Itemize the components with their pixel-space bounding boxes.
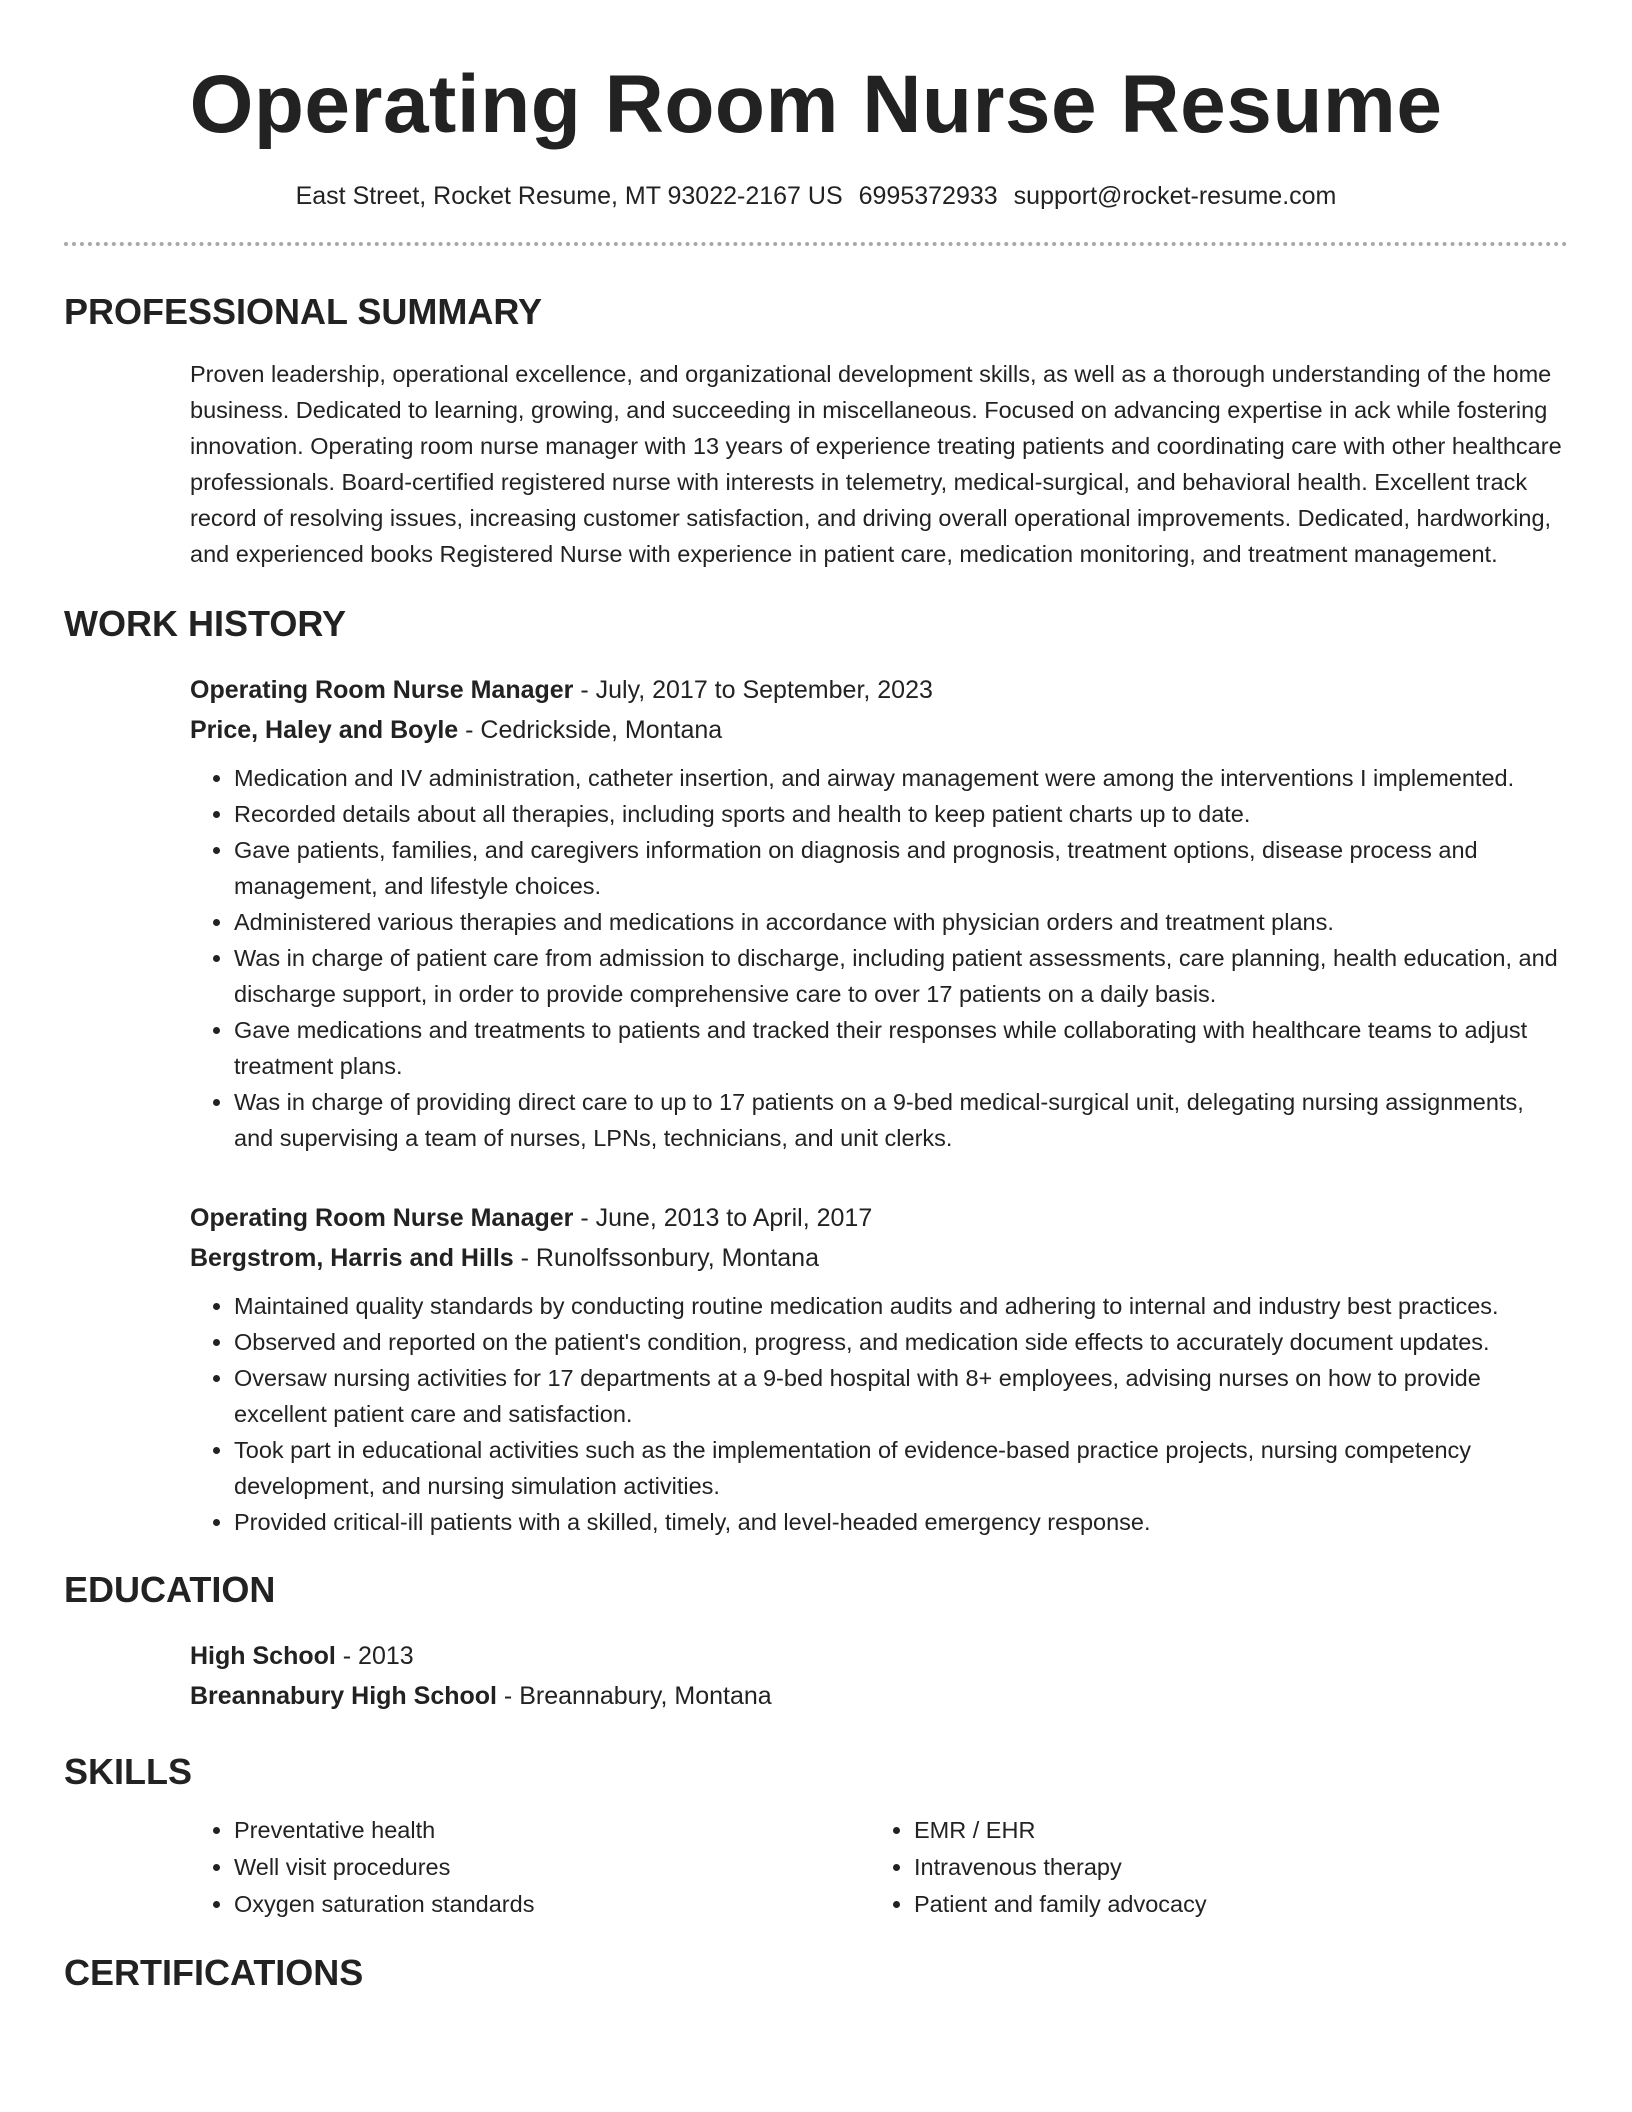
job-title: Operating Room Nurse Manager <box>190 676 574 704</box>
job-title: Operating Room Nurse Manager <box>190 1204 574 1232</box>
education-degree-line <box>190 1636 1568 1676</box>
resume-page <box>64 0 1568 1995</box>
education-entry <box>190 1636 1568 1716</box>
job-bullet: • Maintained quality standards by conducting routine medication audits and adhering to internal and industry best practices. <box>234 1288 1568 1324</box>
skill-item: • Patient and family advocacy <box>914 1886 1550 1923</box>
skill-item: • Oxygen saturation standards <box>234 1886 870 1923</box>
skills-column-left <box>190 1812 870 1923</box>
job-dates: - July, 2017 to September, 2023 <box>573 676 933 704</box>
education-location: - Breannabury, Montana <box>496 1682 772 1710</box>
skill-item: • Preventative health <box>234 1812 870 1849</box>
job-location: - Runolfssonbury, Montana <box>513 1244 819 1272</box>
job-entry-1 <box>190 670 1568 1156</box>
job-bullet: • Administered various therapies and medications in accordance with physician orders and treatment plans. <box>234 904 1568 940</box>
job-company: Bergstrom, Harris and Hills <box>190 1244 514 1272</box>
page-title: Operating Room Nurse Resume <box>189 59 1443 150</box>
job-bullet: • Recorded details about all therapies, including sports and health to keep patient charts up to date. <box>234 796 1568 832</box>
job-bullets <box>190 1288 1568 1540</box>
job-bullet: • Gave medications and treatments to patients and tracked their responses while collaborating with healthcare teams to adjust treatment plans. <box>234 1012 1568 1084</box>
job-company-line <box>190 1238 1568 1278</box>
skill-item: • Intravenous therapy <box>914 1849 1550 1886</box>
job-bullet: • Oversaw nursing activities for 17 departments at a 9-bed hospital with 8+ employees, advising nurses on how to provide excellent patient care and satisfaction. <box>234 1360 1568 1432</box>
education-year: - 2013 <box>335 1642 414 1670</box>
summary-heading: PROFESSIONAL SUMMARY <box>64 291 543 332</box>
job-title-line <box>190 1198 1568 1238</box>
skills-grid <box>190 1812 1568 1923</box>
job-bullet: • Was in charge of providing direct care to up to 17 patients on a 9-bed medical-surgical unit, delegating nursing assignments, and supervising a team of nurses, LPNs, technicians, and unit clerks. <box>234 1084 1568 1156</box>
job-bullets <box>190 760 1568 1156</box>
job-entry-2 <box>190 1198 1568 1540</box>
education-school: Breannabury High School <box>190 1682 497 1710</box>
skills-heading: SKILLS <box>64 1751 193 1792</box>
job-location: - Cedrickside, Montana <box>458 716 723 744</box>
contact-email: support@rocket-resume.com <box>1013 182 1337 210</box>
header-divider <box>64 242 1568 246</box>
contact-line <box>64 180 1568 212</box>
skills-column-right <box>870 1812 1550 1923</box>
job-bullet: • Medication and IV administration, catheter insertion, and airway management were among the interventions I implemented. <box>234 760 1568 796</box>
job-company-line <box>190 710 1568 750</box>
job-bullet: • Observed and reported on the patient's condition, progress, and medication side effects to accurately document updates. <box>234 1324 1568 1360</box>
job-company: Price, Haley and Boyle <box>190 716 459 744</box>
work-history-heading: WORK HISTORY <box>64 603 347 644</box>
education-school-line <box>190 1676 1568 1716</box>
skill-item: • Well visit procedures <box>234 1849 870 1886</box>
job-bullet: • Was in charge of patient care from admission to discharge, including patient assessments, care planning, health education, and discharge support, in order to provide comprehensive care to over 17 patients on a daily basis. <box>234 940 1568 1012</box>
job-title-line <box>190 670 1568 710</box>
education-heading: EDUCATION <box>64 1569 276 1610</box>
job-bullet: • Gave patients, families, and caregivers information on diagnosis and prognosis, treatment options, disease process and management, and lifestyle choices. <box>234 832 1568 904</box>
job-bullet: • Took part in educational activities such as the implementation of evidence-based practice projects, nursing competency development, and nursing simulation activities. <box>234 1432 1568 1504</box>
job-bullet: • Provided critical-ill patients with a skilled, timely, and level-headed emergency response. <box>234 1504 1568 1540</box>
contact-address: East Street, Rocket Resume, MT 93022-2167 US <box>295 182 843 210</box>
education-degree: High School <box>190 1642 336 1670</box>
contact-phone: 6995372933 <box>858 182 998 210</box>
summary-text: Proven leadership, operational excellence, and organizational development skills, as well as a thorough understanding of the home business. Dedicated to learning, growing, and succeeding in miscellaneous. Focused on advancing expertise in ack while fostering innovation. Operating room nurse manager with 13 years of experience treating patients and coordinating care with other healthcare professionals. Board-certified registered nurse with interests in telemetry, medical-surgical, and behavioral health. Excellent track record of resolving issues, increasing customer satisfaction, and driving overall operational improvements. Dedicated, hardworking, and experienced books Registered Nurse with experience in patient care, medication monitoring, and treatment management. <box>190 361 1562 567</box>
skill-item: • EMR / EHR <box>914 1812 1550 1849</box>
certifications-heading: CERTIFICATIONS <box>64 1952 364 1993</box>
job-dates: - June, 2013 to April, 2017 <box>573 1204 873 1232</box>
